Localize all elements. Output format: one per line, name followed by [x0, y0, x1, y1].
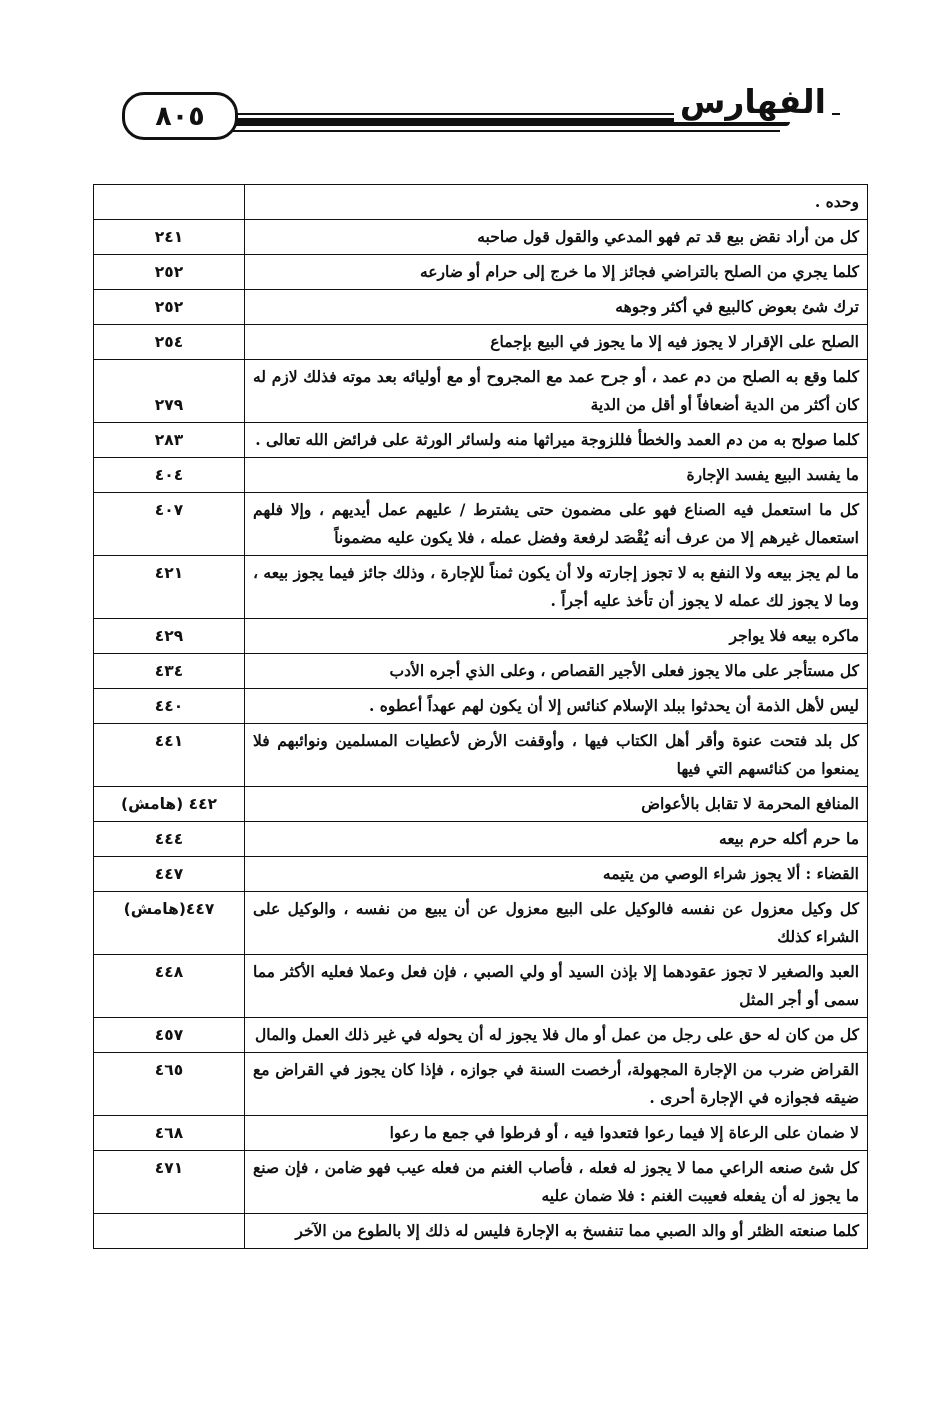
table-row: [94, 1116, 868, 1151]
section-title: الفهارس: [674, 82, 832, 122]
page-reference: ٤٠٤: [94, 458, 245, 493]
page-reference: ٢٥٤: [94, 325, 245, 360]
rule-text: ما لم يجز بيعه ولا النفع به لا تجوز إجارته ولا أن يكون ثمناً للإجارة ، وذلك جائز فيما يجوز بيعه ، وما لا يجوز لك عمله لا يجوز أن تأخذ عليه أجراً .: [245, 556, 868, 619]
page-reference: [94, 185, 245, 220]
page-reference: ٤٤٤: [94, 822, 245, 857]
rule-text: كل من أراد نقض بيع قد تم فهو المدعي والقول قول صاحبه: [245, 220, 868, 255]
page-reference: ٤٤٠: [94, 689, 245, 724]
page-reference: ٢٤١: [94, 220, 245, 255]
rule-text: كلما يجري من الصلح بالتراضي فجائز إلا ما خرج إلى حرام أو ضارعه: [245, 255, 868, 290]
table-row: [94, 325, 868, 360]
page-header: [100, 82, 840, 142]
page-reference: ٢٧٩: [94, 360, 245, 423]
table-row: [94, 857, 868, 892]
table-row: [94, 822, 868, 857]
page-reference: [94, 1214, 245, 1249]
page-reference: ٤٤٢ (هامش): [94, 787, 245, 822]
table-row: [94, 892, 868, 955]
page-reference: ٤٠٧: [94, 493, 245, 556]
rule-text: ماكره بيعه فلا يواجر: [245, 619, 868, 654]
rule-text: كل ما استعمل فيه الصناع فهو على مضمون حتى يشترط / عليهم عمل أيديهم ، وإلا فلهم استعمال غيرهم إلا من عرف أنه يُقْصَد لرفعة وفضل عمله ، فلا يكون عليه مضموناً: [245, 493, 868, 556]
rule-text: كل وكيل معزول عن نفسه فالوكيل على البيع معزول عن أن يبيع من نفسه ، والوكيل على الشراء كذلك: [245, 892, 868, 955]
index-table-body: [94, 185, 868, 1249]
rule-text: كل شئ صنعه الراعي مما لا يجوز له فعله ، فأصاب الغنم من فعله عيب فهو ضامن ، فإن صنع ما يجوز له أن يفعله فعيبت الغنم : فلا ضمان عليه: [245, 1151, 868, 1214]
rule-text: ما يفسد البيع يفسد الإجارة: [245, 458, 868, 493]
rule-text: كلما صولح به من دم العمد والخطأ فللزوجة ميراثها منه ولسائر الورثة على فرائض الله تعالى .: [245, 423, 868, 458]
page-reference: ٤٥٧: [94, 1018, 245, 1053]
rule-text: كلما وقع به الصلح من دم عمد ، أو جرح عمد مع المجروح أو مع أوليائه بعد موته فذلك لازم له كان أكثر من الدية أضعافاً أو أقل من الدية: [245, 360, 868, 423]
page-reference: ٤٤٧(هامش): [94, 892, 245, 955]
table-row: [94, 255, 868, 290]
page-reference: ٤٢٩: [94, 619, 245, 654]
table-row: [94, 1151, 868, 1214]
table-row: [94, 1018, 868, 1053]
page-reference: ٢٥٢: [94, 255, 245, 290]
rule-text: كل من كان له حق على رجل من عمل أو مال فلا يجوز له أن يحوله في غير ذلك العمل والمال: [245, 1018, 868, 1053]
rule-text: ترك شئ بعوض كالبيع في أكثر وجوهه: [245, 290, 868, 325]
index-table: [93, 184, 868, 1249]
table-row: [94, 185, 868, 220]
rule-text: كل مستأجر على مالا يجوز فعلى الأجير القصاص ، وعلى الذي أجره الأدب: [245, 654, 868, 689]
table-row: [94, 458, 868, 493]
page-reference: ٤٧١: [94, 1151, 245, 1214]
table-row: [94, 493, 868, 556]
page-reference: ٤٤١: [94, 724, 245, 787]
table-row: [94, 1214, 868, 1249]
page-reference: ٢٨٣: [94, 423, 245, 458]
rule-text: كل بلد فتحت عنوة وأقر أهل الكتاب فيها ، وأوقفت الأرض لأعطيات المسلمين ونوائبهم فلا يمنعوا من كنائسهم التي فيها: [245, 724, 868, 787]
rule-text: ليس لأهل الذمة أن يحدثوا ببلد الإسلام كنائس إلا أن يكون لهم عهداً أعطوه .: [245, 689, 868, 724]
page-reference: ٤٤٨: [94, 955, 245, 1018]
page-reference: ٤٤٧: [94, 857, 245, 892]
table-row: [94, 1053, 868, 1116]
table-row: [94, 689, 868, 724]
table-row: [94, 423, 868, 458]
table-row: [94, 360, 868, 423]
table-row: [94, 556, 868, 619]
rule-text: ما حرم أكله حرم بيعه: [245, 822, 868, 857]
page-number: ٨٠٥: [122, 92, 238, 140]
table-row: [94, 220, 868, 255]
table-row: [94, 724, 868, 787]
rule-text: الصلح على الإقرار لا يجوز فيه إلا ما يجوز في البيع بإجماع: [245, 325, 868, 360]
table-row: [94, 654, 868, 689]
page-reference: ٢٥٢: [94, 290, 245, 325]
rule-text: القضاء : ألا يجوز شراء الوصي من يتيمه: [245, 857, 868, 892]
table-row: [94, 619, 868, 654]
rule-text: العبد والصغير لا تجوز عقودهما إلا بإذن السيد أو ولي الصبي ، فإن فعل وعملا فعليه الأكثر مما سمى أو أجر المثل: [245, 955, 868, 1018]
rule-text: المنافع المحرمة لا تقابل بالأعواض: [245, 787, 868, 822]
rule-text: القراض ضرب من الإجارة المجهولة، أرخصت السنة في جوازه ، فإذا كان يجوز في القراض مع ضيقه فجوازه في الإجارة أحرى .: [245, 1053, 868, 1116]
rule-text: كلما صنعته الظئر أو والد الصبي مما تنفسخ به الإجارة فليس له ذلك إلا بالطوع من الآخر: [245, 1214, 868, 1249]
table-row: [94, 787, 868, 822]
table-row: [94, 955, 868, 1018]
table-row: [94, 290, 868, 325]
page-reference: ٤٢١: [94, 556, 245, 619]
rule-text: لا ضمان على الرعاة إلا فيما رعوا فتعدوا فيه ، أو فرطوا في جمع ما رعوا: [245, 1116, 868, 1151]
page-reference: ٤٦٨: [94, 1116, 245, 1151]
page-reference: ٤٣٤: [94, 654, 245, 689]
rule-text: وحده .: [245, 185, 868, 220]
page-reference: ٤٦٥: [94, 1053, 245, 1116]
